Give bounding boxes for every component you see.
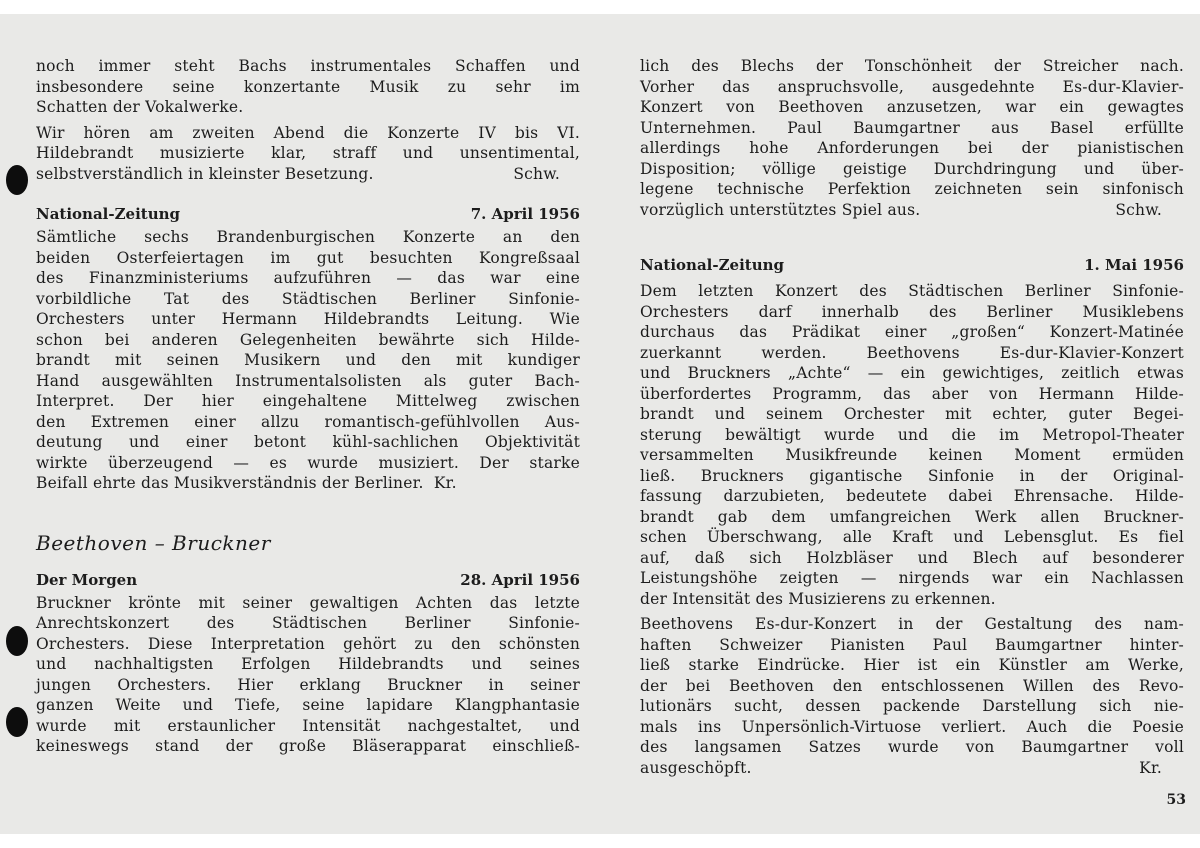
text-line: durchaus das Prädikat einer „großen“ Konzert-Matinée [640,323,1184,341]
line-text: Beifall ehrte das Musikverständnis der Berliner. [36,474,424,492]
text-line: der bei Beethoven den entschlossenen Willen des Revo- [640,676,1184,695]
text-line: lutionärs sucht, dessen packende Darstellung sich nie- [640,697,1184,715]
signature: Kr. [1139,758,1162,777]
review-paragraph-2 [640,614,1184,778]
review-date: 1. Mai 1956 [1084,256,1184,274]
text-line: Disposition; völlige geistige Durchdringung und über- [640,159,1184,178]
text-line: zuerkannt werden. Beethovens Es-dur-Klavier-Konzert [640,343,1184,362]
text-line: Anrechtskonzert des Städtischen Berliner Sinfonie- [36,614,580,632]
punch-hole [6,626,28,656]
text-line: wurde mit erstaunlicher Intensität nachgestaltet, und [36,716,580,735]
text-line: vorbildliche Tat des Städtischen Berliner Sinfonie- [36,289,580,308]
text-line: ließ starke Eindrücke. Hier ist ein Künstler am Werke, [640,656,1184,674]
text-line: Orchesters darf innerhalb des Berliner Musiklebens [640,302,1184,321]
text-line: brandt mit seinen Musikern und den mit kundiger [36,351,580,369]
text-line: Orchesters. Diese Interpretation gehört zu den schönsten [36,634,580,653]
left-column [36,56,580,757]
text-line: überfordertes Programm, das aber von Hermann Hilde- [640,384,1184,403]
text-line: des langsamen Satzes wurde von Baumgartner voll [640,738,1184,756]
signature: Schw. [513,164,560,183]
review-header [36,205,580,223]
text-line: brandt und seinem Orchester mit echter, guter Begei- [640,405,1184,423]
text-line: Wir hören am zweiten Abend die Konzerte IV bis VI. [36,123,580,142]
text-line: und nachhaltigsten Erfolgen Hildebrandts und seines [36,655,580,673]
review-header [640,256,1184,274]
punch-hole [6,707,28,737]
text-line: ganzen Weite und Tiefe, seine lapidare Klangphantasie [36,696,580,714]
text-line: Hand ausgewählten Instrumentalsolisten als guter Bach- [36,371,580,390]
text-line: der Intensität des Musizierens zu erkennen. [640,589,996,608]
review-date: 7. April 1956 [470,205,580,223]
text-line: legene technische Perfektion zeichneten sein sinfonisch [640,180,1184,198]
text-line: Schatten der Vokalwerke. [36,98,244,116]
text-line: Leistungshöhe zeigten — nirgends war ein Nachlassen [640,569,1184,587]
text-line: Unternehmen. Paul Baumgartner aus Basel erfüllte [640,118,1184,137]
text-line: Konzert von Beethoven anzusetzen, war ein gewagtes [640,98,1184,116]
text-line: schon bei anderen Gelegenheiten bewährte sich Hilde- [36,330,580,349]
text-line: Sämtliche sechs Brandenburgischen Konzerte an den [36,228,580,246]
text-line: des Finanzministeriums aufzuführen — das war eine [36,269,580,287]
text-line: lich des Blechs der Tonschönheit der Streicher nach. [640,57,1184,75]
intro-paragraph-1 [36,56,580,118]
review-header [36,571,580,589]
text-line: allerdings hohe Anforderungen bei der pianistischen [640,139,1184,157]
signature: Kr. [433,474,457,492]
text-line: auf, daß sich Holzbläser und Blech auf besonderer [640,548,1184,567]
text-line: Interpret. Der hier eingehaltene Mittelweg zwischen [36,392,580,410]
text-line [640,758,1184,779]
right-column [640,56,1184,778]
text-line [36,473,580,494]
text-line: fassung darzubieten, bedeutete dabei Ehrensache. Hilde- [640,487,1184,505]
text-line: Hildebrandt musizierte klar, straff und unsentimental, [36,144,580,162]
page-number: 53 [1166,792,1186,808]
newspaper-name: Der Morgen [36,570,138,589]
line-text: selbstverständlich in kleinster Besetzung. [36,164,374,183]
text-line: Beethovens Es-dur-Konzert in der Gestaltung des nam- [640,615,1184,633]
book-page [0,14,1200,834]
line-text: ausgeschöpft. [640,758,752,777]
section-title: Beethoven – Bruckner [36,530,271,555]
review-paragraph-1 [640,281,1184,609]
text-line: und Bruckners „Achte“ — ein gewichtiges, zeitlich etwas [640,364,1184,382]
newspaper-name: National-Zeitung [36,205,181,223]
text-line [36,164,580,185]
text-line: keineswegs stand der große Bläserapparat einschließ- [36,737,580,755]
punch-hole [6,165,28,195]
text-line: brandt gab dem umfangreichen Werk allen Bruckner- [640,507,1184,526]
text-line: deutung und einer betont kühl-sachlichen Objektivität [36,433,580,451]
text-line: sterung bewältigt wurde und die im Metropol-Theater [640,425,1184,444]
text-line: haften Schweizer Pianisten Paul Baumgartner hinter- [640,635,1184,654]
text-line: insbesondere seine konzertante Musik zu sehr im [36,77,580,96]
intro-paragraph-2 [36,123,580,185]
text-line [640,200,1184,221]
line-text: vorzüglich unterstütztes Spiel aus. [640,200,921,219]
text-line: Dem letzten Konzert des Städtischen Berliner Sinfonie- [640,282,1184,300]
text-line: versammelten Musikfreunde keinen Moment ermüden [640,446,1184,464]
review-continuation [640,56,1184,220]
text-line: ließ. Bruckners gigantische Sinfonie in der Original- [640,466,1184,485]
text-line: beiden Osterfeiertagen im gut besuchten Kongreßsaal [36,248,580,267]
text-line: wirkte überzeugend — es wurde musiziert. Der starke [36,453,580,472]
review-text [36,227,580,494]
text-line: noch immer steht Bachs instrumentales Schaffen und [36,57,580,75]
text-line: mals ins Unpersönlich-Virtuose verliert. Auch die Poesie [640,717,1184,736]
signature: Schw. [1115,200,1162,219]
text-line: den Extremen einer allzu romantisch-gefühlvollen Aus- [36,412,580,431]
text-line: Bruckner krönte mit seiner gewaltigen Achten das letzte [36,593,580,612]
review-date: 28. April 1956 [460,570,580,589]
text-line: jungen Orchesters. Hier erklang Bruckner in seiner [36,675,580,694]
text-line: schen Überschwang, alle Kraft und Lebensglut. Es fiel [640,528,1184,546]
text-line: Orchesters unter Hermann Hildebrandts Leitung. Wie [36,310,580,328]
text-line: Vorher das anspruchsvolle, ausgedehnte Es-dur-Klavier- [640,77,1184,96]
review-text [36,593,580,757]
newspaper-name: National-Zeitung [640,256,785,274]
